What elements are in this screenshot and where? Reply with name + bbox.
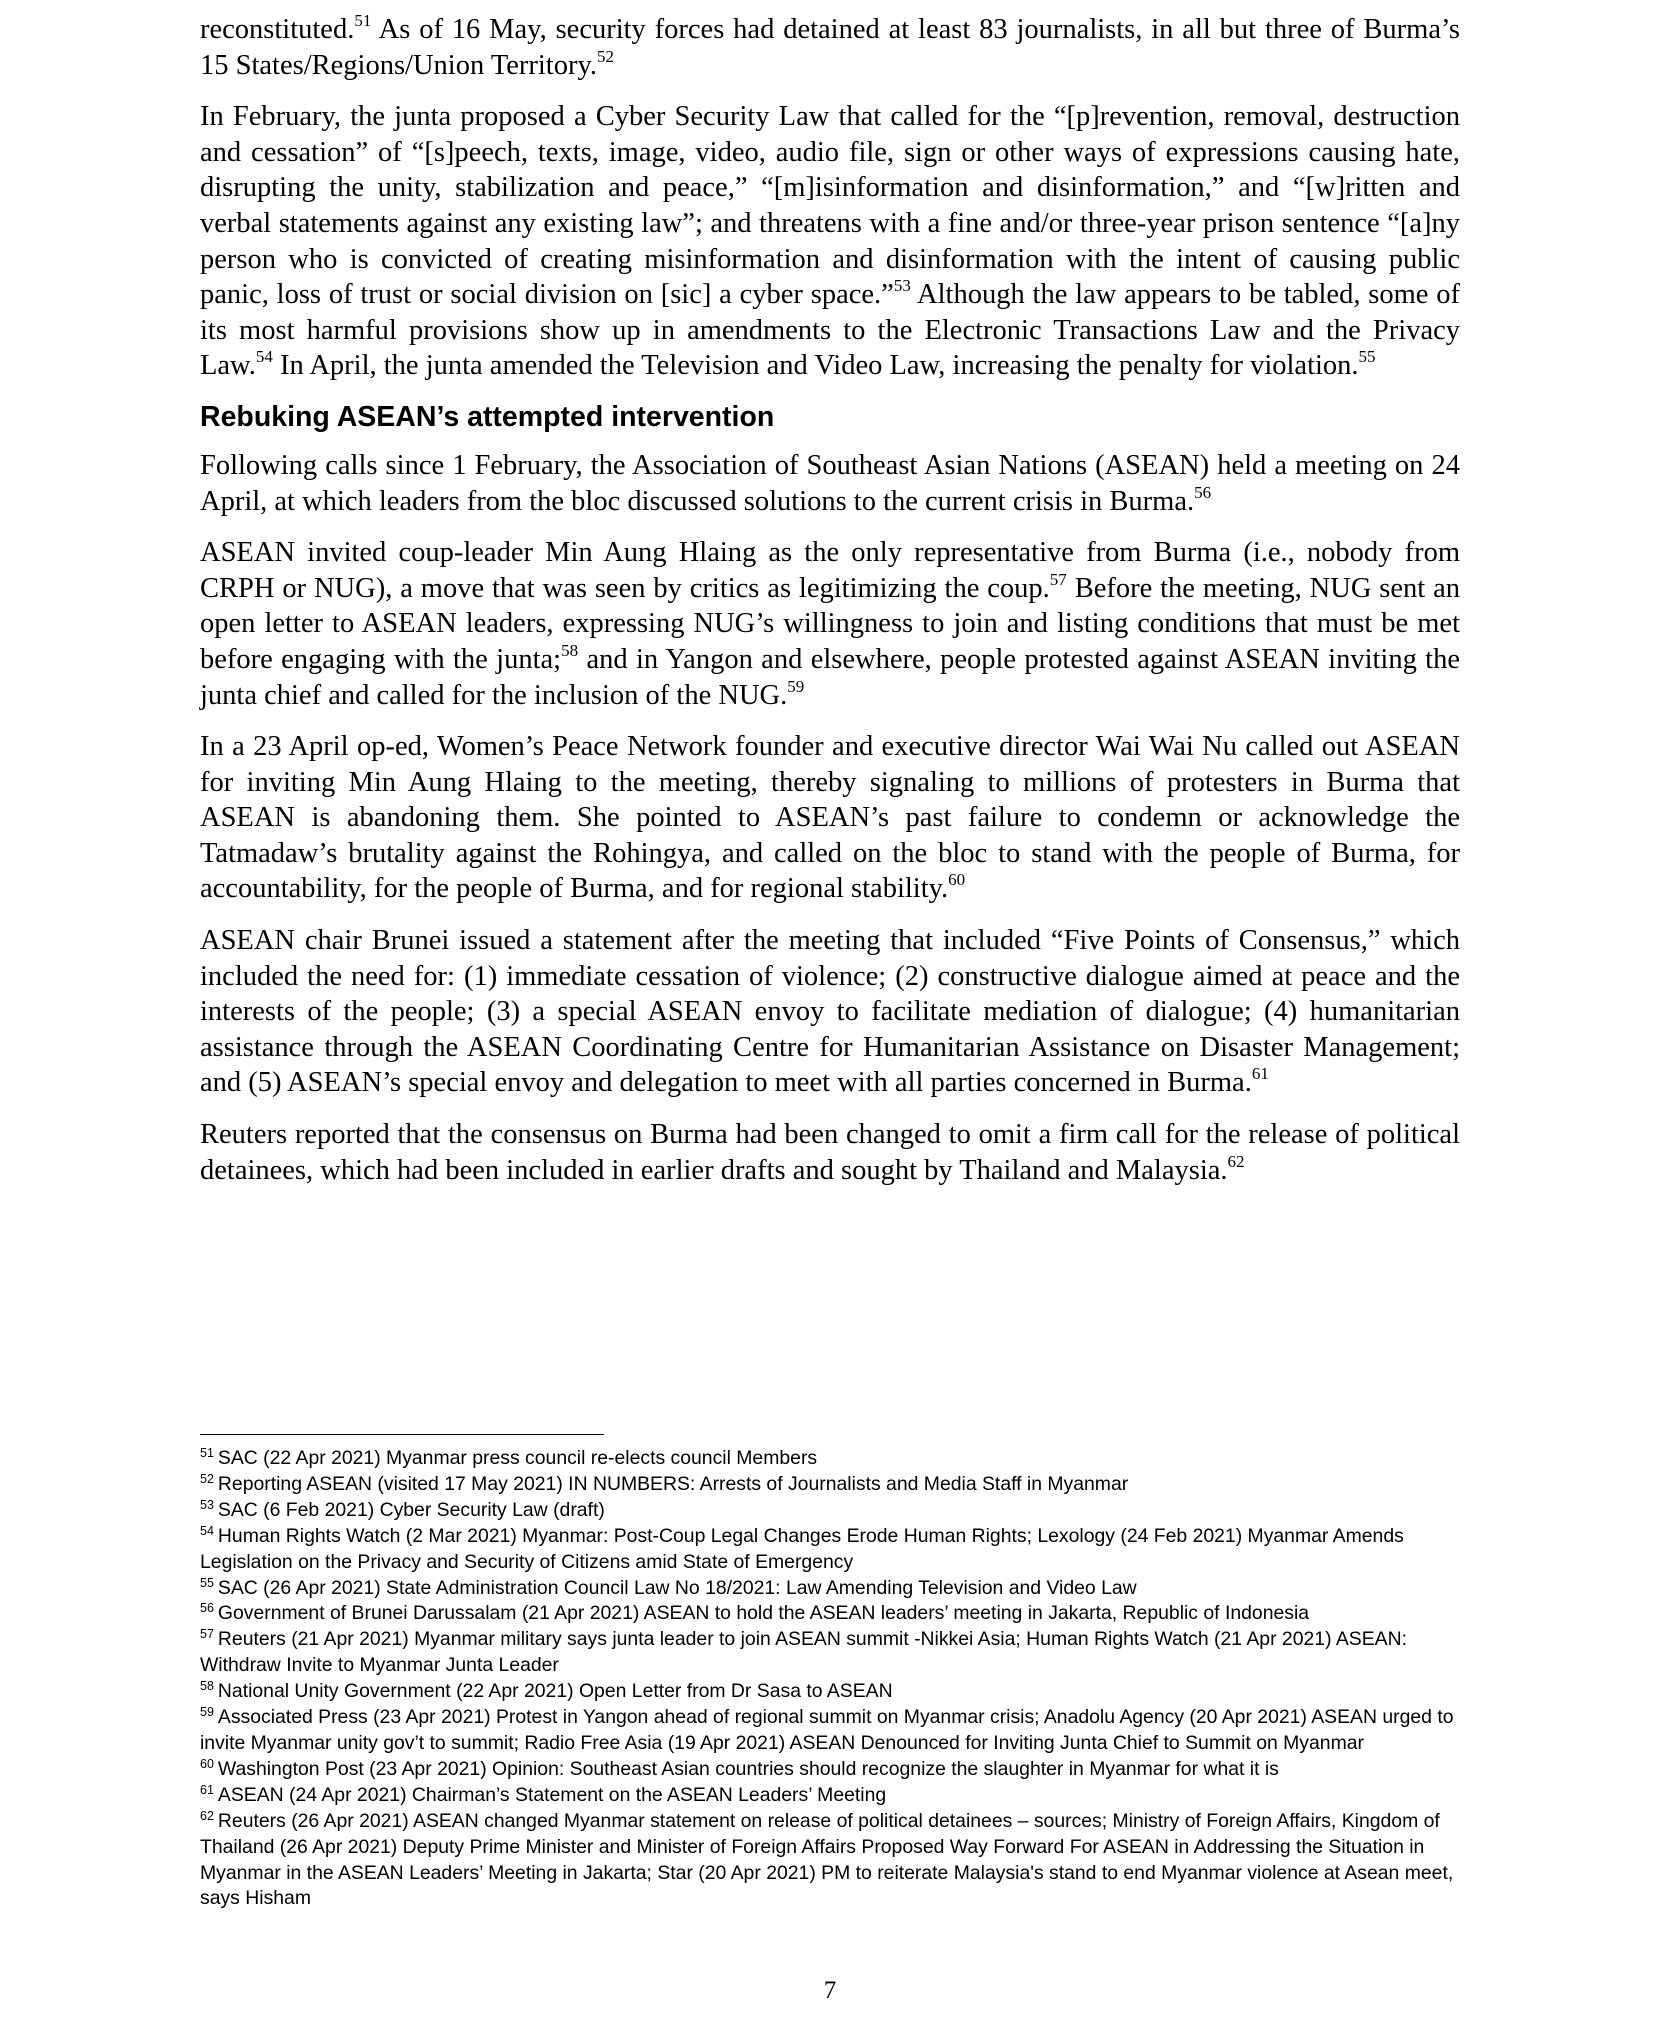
footnote-number: 61 bbox=[200, 1782, 214, 1797]
footnote-54 bbox=[200, 1524, 1460, 1576]
footnote-ref-58[interactable]: 58 bbox=[561, 640, 579, 660]
paragraph-5 bbox=[200, 729, 1460, 907]
footnote-ref-61[interactable]: 61 bbox=[1251, 1064, 1269, 1084]
paragraph-1-text-2: As of 16 May, security forces had detained at least 83 journalists, in all but three of Burma’s 15 States/Regions/Union Territory. bbox=[200, 14, 1460, 81]
paragraph-2 bbox=[200, 99, 1460, 384]
footnote-text: Reuters (21 Apr 2021) Myanmar military says junta leader to join ASEAN summit -Nikkei Asia; Human Rights Watch (21 Apr 2021) ASEAN: Withdraw Invite to Myanmar Junta Leader bbox=[200, 1628, 1407, 1677]
page-number: 7 bbox=[823, 1977, 837, 2004]
paragraph-6 bbox=[200, 923, 1460, 1101]
footnote-ref-59[interactable]: 59 bbox=[787, 676, 805, 696]
footnote-56 bbox=[200, 1601, 1460, 1627]
footnote-55 bbox=[200, 1576, 1460, 1602]
footnote-60 bbox=[200, 1757, 1460, 1783]
paragraph-4-text-3: and in Yangon and elsewhere, people protested against ASEAN inviting the junta chief and called for the inclusion of the NUG. bbox=[200, 643, 1460, 711]
footnote-51 bbox=[200, 1446, 1460, 1472]
footnote-number: 57 bbox=[200, 1627, 214, 1642]
footnote-text: SAC (26 Apr 2021) State Administration Council Law No 18/2021: Law Amending Television and Video Law bbox=[217, 1576, 1137, 1599]
footnote-text: Human Rights Watch (2 Mar 2021) Myanmar: Post-Coup Legal Changes Erode Human Rights; Lexology (24 Feb 2021) Myanmar Amends Legislation on the Privacy and Security of Citizens amid State of Emergency bbox=[200, 1524, 1404, 1573]
footnote-number: 56 bbox=[200, 1601, 214, 1616]
footnote-number: 54 bbox=[200, 1523, 214, 1538]
footnote-text: Reuters (26 Apr 2021) ASEAN changed Myanmar statement on release of political detainees – sources; Ministry of Foreign Affairs, Kingdom of Thailand (26 Apr 2021) Deputy Prime Minister and Minister of Foreign Affairs Proposed Way Forward For ASEAN in Addressing the Situation in Myanmar in the ASEAN Leaders’ Meeting in Jakarta; Star (20 Apr 2021) PM to reiterate Malaysia's stand to end Myanmar violence at Asean meet, says Hisham bbox=[200, 1809, 1454, 1910]
paragraph-4-text-2: Before the meeting, NUG sent an open letter to ASEAN leaders, expressing NUG’s willingness to join and listing conditions that must be met before engaging with the junta; bbox=[200, 572, 1461, 675]
paragraph-7 bbox=[200, 1117, 1460, 1188]
footnote-53 bbox=[200, 1498, 1460, 1524]
footnote-number: 60 bbox=[200, 1756, 214, 1771]
paragraph-3 bbox=[200, 448, 1460, 519]
paragraph-6-text-1: ASEAN chair Brunei issued a statement after the meeting that included “Five Points of Consensus,” which included the need for: (1) immediate cessation of violence; (2) constructive dialogue aimed at peace and the interests of the people; (3) a special ASEAN envoy to facilitate mediation of dialogue; (4) humanitarian assistance through the ASEAN Coordinating Centre for Humanitarian Assistance on Disaster Management; and (5) ASEAN’s special envoy and delegation to meet with all parties concerned in Burma. bbox=[200, 925, 1460, 1099]
footnote-59 bbox=[200, 1705, 1460, 1757]
paragraph-2-text-3: In April, the junta amended the Television and Video Law, increasing the penalty for violation. bbox=[272, 350, 1359, 382]
paragraph-2-text-1: In February, the junta proposed a Cyber Security Law that called for the “[p]revention, removal, destruction and cessation” of “[s]peech, texts, image, video, audio file, sign or other ways of expressions causing hate, disrupting the unity, stabilization and peace,” “[m]isinformation and disinformation,” and “[w]ritten and verbal statements against any existing law”; and threatens with a fine and/or three-year prison sentence “[a]ny person who is convicted of creating misinformation and disinformation with the intent of causing public panic, loss of trust or social division on [sic] a cyber space.” bbox=[200, 101, 1460, 311]
footnote-text: SAC (22 Apr 2021) Myanmar press council re-elects council Members bbox=[217, 1447, 818, 1469]
footnote-number: 62 bbox=[200, 1808, 214, 1823]
footnote-ref-53[interactable]: 53 bbox=[893, 276, 911, 296]
footnote-58 bbox=[200, 1679, 1460, 1705]
footnote-ref-55[interactable]: 55 bbox=[1358, 347, 1376, 367]
footnote-text: Associated Press (23 Apr 2021) Protest in Yangon ahead of regional summit on Myanmar crisis; Anadolu Agency (20 Apr 2021) ASEAN urged to invite Myanmar unity gov’t to summit; Radio Free Asia (19 Apr 2021) ASEAN Denounced for Inviting Junta Chief to Summit on Myanmar bbox=[200, 1706, 1454, 1754]
body-text bbox=[200, 12, 1460, 1204]
footnote-ref-51[interactable]: 51 bbox=[354, 11, 372, 30]
footnote-ref-56[interactable]: 56 bbox=[1194, 482, 1212, 502]
paragraph-7-text-1: Reuters reported that the consensus on Burma had been changed to omit a firm call for the release of political detainees, which had been included in earlier drafts and sought by Thailand and Malaysia. bbox=[200, 1119, 1460, 1186]
footnote-text: Washington Post (23 Apr 2021) Opinion: Southeast Asian countries should recognize the slaughter in Myanmar for what it is bbox=[217, 1757, 1279, 1780]
footnote-ref-62[interactable]: 62 bbox=[1227, 1151, 1245, 1171]
footnote-text: ASEAN (24 Apr 2021) Chairman’s Statement on the ASEAN Leaders’ Meeting bbox=[217, 1783, 887, 1806]
footnote-number: 51 bbox=[200, 1446, 214, 1460]
footnote-text: Government of Brunei Darussalam (21 Apr 2021) ASEAN to hold the ASEAN leaders’ meeting in Jakarta, Republic of Indonesia bbox=[217, 1602, 1310, 1625]
paragraph-4-text-1: ASEAN invited coup-leader Min Aung Hlaing as the only representative from Burma (i.e., nobody from CRPH or NUG), a move that was seen by critics as legitimizing the coup. bbox=[200, 537, 1460, 604]
footnote-ref-60[interactable]: 60 bbox=[948, 870, 966, 890]
paragraph-2-text-2: Although the law appears to be tabled, some of its most harmful provisions show up in amendments to the Electronic Transactions Law and the Privacy Law. bbox=[200, 279, 1460, 382]
footnote-number: 55 bbox=[200, 1575, 214, 1590]
footnote-ref-54[interactable]: 54 bbox=[255, 347, 273, 367]
footnote-62 bbox=[200, 1809, 1460, 1913]
footnote-number: 53 bbox=[200, 1497, 214, 1512]
paragraph-1 bbox=[200, 12, 1460, 83]
footnote-number: 58 bbox=[200, 1679, 214, 1694]
footnote-number: 59 bbox=[200, 1705, 214, 1720]
footnote-ref-57[interactable]: 57 bbox=[1049, 569, 1067, 589]
section-heading: Rebuking ASEAN’s attempted intervention bbox=[200, 400, 775, 433]
footnotes bbox=[200, 1446, 1460, 1912]
footnote-52 bbox=[200, 1472, 1460, 1498]
paragraph-4 bbox=[200, 535, 1460, 713]
paragraph-1-text-1: reconstituted. bbox=[200, 14, 355, 45]
footnote-separator bbox=[200, 1434, 604, 1435]
footnote-text: SAC (6 Feb 2021) Cyber Security Law (draft) bbox=[217, 1498, 605, 1521]
footnote-61 bbox=[200, 1783, 1460, 1809]
document-page bbox=[200, 0, 1460, 2029]
footnote-57 bbox=[200, 1627, 1460, 1679]
paragraph-5-text-1: In a 23 April op-ed, Women’s Peace Network founder and executive director Wai Wai Nu called out ASEAN for inviting Min Aung Hlaing to the meeting, thereby signaling to millions of protesters in Burma that ASEAN is abandoning them. She pointed to ASEAN’s past failure to condemn or acknowledge the Tatmadaw’s brutality against the Rohingya, and called on the bloc to stand with the people of Burma, for accountability, for the people of Burma, and for regional stability. bbox=[200, 731, 1460, 905]
footnote-ref-52[interactable]: 52 bbox=[596, 46, 614, 66]
footnote-number: 52 bbox=[200, 1471, 214, 1486]
paragraph-3-text-1: Following calls since 1 February, the Association of Southeast Asian Nations (ASEAN) held a meeting on 24 April, at which leaders from the bloc discussed solutions to the current crisis in Burma. bbox=[200, 449, 1460, 517]
footnote-text: National Unity Government (22 Apr 2021) Open Letter from Dr Sasa to ASEAN bbox=[217, 1680, 893, 1703]
footnote-text: Reporting ASEAN (visited 17 May 2021) IN NUMBERS: Arrests of Journalists and Media Staff in Myanmar bbox=[217, 1472, 1129, 1495]
